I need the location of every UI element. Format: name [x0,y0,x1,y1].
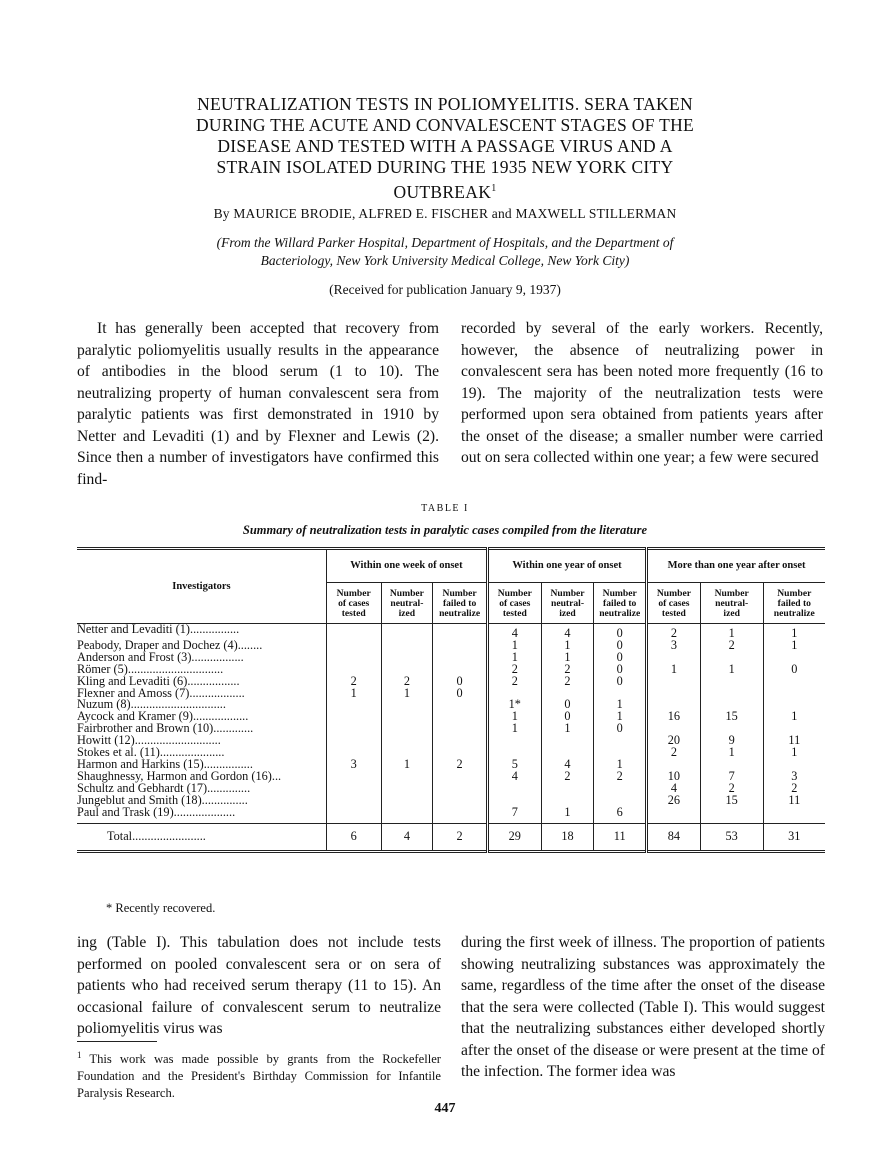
table-cell [326,652,381,664]
table-cell: 0 [433,676,488,688]
table-cell [541,783,594,795]
investigator-label: Anderson and Frost (3) [77,649,192,664]
affiliation-line: (From the Willard Parker Hospital, Department of Hospitals, and the Department of [216,235,674,250]
table-cell: 1 [594,699,647,711]
paragraph: during the first week of illness. The proportion of patients showing neutralizing substances was approximately the same, regardless of the time after the onset of the disease that the sera were collected (Table I). This would suggest that the neutralizing substances either developed shortly after the onset of the disease or were present at the time of the infection. The former idea was [461,934,825,1080]
summary-table [77,547,825,853]
table-cell [326,783,381,795]
table-cell: 2 [433,759,488,771]
table-cell [381,771,433,783]
article-title [110,94,780,203]
subheader-line: failed to [442,598,477,609]
leader-dots: ............... [201,792,248,807]
subheader-line: Number [497,588,532,599]
table-cell: 15 [700,795,763,807]
subheader-line: neutral- [715,598,749,609]
table-cell [700,807,763,819]
subheader-line: ized [559,608,576,619]
total-row [77,823,825,851]
subheader-line: of cases [658,598,690,609]
total-cell: 6 [326,823,381,851]
table-cell: 0 [763,664,825,676]
page-footnote [77,1047,441,1102]
table-group-header-row [77,549,825,583]
table-cell: 1 [594,711,647,723]
subheader-line: Number [550,588,585,599]
leader-dots: ................. [187,673,240,688]
leader-dots: ................ [203,756,253,771]
table-cell: 0 [594,723,647,735]
table-cell: 7 [487,807,541,819]
table-cell: 1 [763,747,825,759]
title-line: DURING THE ACUTE AND CONVALESCENT STAGES OF THE [195,115,695,135]
table-cell [700,688,763,700]
leader-dots: ............................... [130,697,226,712]
table-cell: 2 [594,771,647,783]
table-cell [433,783,488,795]
table-cell: 1 [763,640,825,652]
group-header: Within one week of onset [326,549,487,583]
table-cell: 2 [541,676,594,688]
table-cell: 16 [647,711,701,723]
table-cell [433,652,488,664]
investigator-label: Paul and Trask (19) [77,804,174,819]
footnote-rule [77,1041,157,1042]
investigator-label: Schultz and Gebhardt (17) [77,780,208,795]
table-cell: 0 [594,676,647,688]
table-cell: 1 [487,640,541,652]
table-cell [433,640,488,652]
table-cell: 1 [381,759,433,771]
table-cell: 2 [700,783,763,795]
subheader-line: Number [442,588,477,599]
leader-dots: .................. [189,685,245,700]
investigator-label: Harmon and Harkins (15) [77,756,204,771]
table-cell: 3 [326,759,381,771]
table-cell [433,723,488,735]
title-line-end: OUTBREAK [393,181,492,202]
subheader-line: tested [341,608,366,619]
table-cell [647,807,701,819]
table-cell: 1 [541,652,594,664]
total-label-cell [77,823,326,851]
table-cell [487,735,541,747]
total-cell: 84 [647,823,701,851]
received-date: (Received for publication January 9, 1937) [329,282,561,297]
subheader-line: Number [777,588,812,599]
subheader-line: ized [723,608,740,619]
subheader-line: failed to [777,598,811,609]
table-cell: 1 [647,664,701,676]
leader-dots: ... [271,768,282,783]
footnote-mark: 1 [77,1050,82,1060]
table-cell: 1* [487,699,541,711]
table-cell [594,735,647,747]
title-line [110,178,780,203]
subheader-line: Number [656,588,691,599]
authors: By MAURICE BRODIE, ALFRED E. FISCHER and MAXWELL STILLERMAN [213,206,677,221]
investigators-header: Investigators [172,580,231,592]
affiliation-line: Bacteriology, New York University Medical College, New York City) [260,253,630,268]
column-subheader [541,583,594,624]
title-line: NEUTRALIZATION TESTS IN POLIOMYELITIS. SERA TAKEN [197,94,693,114]
total-cell: 11 [594,823,647,851]
table-cell: 2 [647,624,701,640]
table-cell [326,795,381,807]
subheader-line: neutralize [773,608,815,619]
table-cell: 2 [763,783,825,795]
table-cell [433,795,488,807]
table-cell [487,783,541,795]
table-cell [326,699,381,711]
table-cell: 2 [487,664,541,676]
column-subheader [594,583,647,624]
table-cell [326,711,381,723]
investigator-label: Flexner and Amoss (7) [77,685,190,700]
table-cell [326,735,381,747]
table-cell [381,699,433,711]
table-cell: 4 [487,771,541,783]
table-cell: 11 [763,795,825,807]
group-header: Within one year of onset [487,549,646,583]
table-cell: 3 [763,771,825,783]
table-cell: 4 [647,783,701,795]
column-subheader [763,583,825,624]
investigator-label: Aycock and Kramer (9) [77,709,193,724]
table-cell: 1 [700,664,763,676]
table-cell: 26 [647,795,701,807]
leader-dots: ........ [237,637,263,652]
table-cell: 1 [541,723,594,735]
table-cell: 1 [700,624,763,640]
leader-dots: ........................ [132,828,206,843]
table-cell [381,640,433,652]
leader-dots: ................ [190,622,240,636]
column-subheader [326,583,381,624]
total-label: Total [107,828,133,843]
table-cell: 1 [541,640,594,652]
title-line: DISEASE AND TESTED WITH A PASSAGE VIRUS AND A [217,136,673,156]
investigator-label: Römer (5) [77,661,128,676]
total-cell: 29 [487,823,541,851]
table-cell: 0 [594,652,647,664]
leader-dots: ............................... [127,661,224,676]
subheader-line: ized [398,608,416,619]
table-cell: 10 [647,771,701,783]
column-subheader [381,583,433,624]
leader-dots: ..................... [159,745,225,760]
subheader-line: Number [714,588,749,599]
investigator-name [77,804,326,819]
table-cell: 1 [487,711,541,723]
table-cell: 6 [594,807,647,819]
table-cell: 2 [381,676,433,688]
subheader-line: neutral- [550,598,585,609]
subheader-line: neutralize [599,608,641,619]
table-cell: 1 [487,652,541,664]
table-cell: 1 [594,759,647,771]
table-cell [381,711,433,723]
table-cell [381,624,433,640]
table-cell [433,807,488,819]
table-cell: 1 [763,711,825,723]
leader-dots: ............................ [134,733,221,748]
total-cell: 53 [700,823,763,851]
investigator-label: Howitt (12) [77,733,135,748]
investigator-label: Peabody, Draper and Dochez (4) [77,637,238,652]
body-column-left-bottom [77,932,441,1040]
table-cell [700,676,763,688]
investigator-label: Shaughnessy, Harmon and Gordon (16) [77,768,272,783]
table-cell: 4 [541,759,594,771]
paragraph: ing (Table I). This tabulation does not include tests performed on pooled convalescent sera or on sera of patients who had received serum therapy (11 to 15). An occasional failure of convalescent serum to neutralize poliomyelitis virus was [77,934,441,1037]
leader-dots: .............. [207,780,251,795]
table-cell [763,676,825,688]
investigator-label: Kling and Levaditi (6) [77,673,188,688]
table-cell: 4 [487,624,541,640]
subheader-line: neutral- [390,598,424,609]
table-cell: 1 [487,723,541,735]
leader-dots: .................... [173,804,236,819]
table-cell [433,711,488,723]
table-cell [326,723,381,735]
column-subheader [700,583,763,624]
table-cell: 0 [594,640,647,652]
table-cell [381,735,433,747]
body-column-right-bottom [461,932,825,1083]
subheader-line: failed to [603,598,637,609]
table-footnote: * Recently recovered. [106,901,216,915]
column-subheader [433,583,488,624]
table-cell: 7 [700,771,763,783]
table-cell [326,807,381,819]
investigator-label: Fairbrother and Brown (10) [77,721,214,736]
table-cell [433,771,488,783]
table-cell [647,688,701,700]
page-number: 447 [434,1101,456,1116]
table-cell [594,783,647,795]
total-cell: 31 [763,823,825,851]
table-cell [763,807,825,819]
subheader-line: neutralize [439,608,481,619]
investigator-label: Jungeblut and Smith (18) [77,792,202,807]
leader-dots: ................. [191,649,244,664]
total-cell: 18 [541,823,594,851]
table-cell [326,640,381,652]
table-cell [763,688,825,700]
investigator-label: Nuzum (8) [77,697,131,712]
group-header: More than one year after onset [647,549,825,583]
table-cell: 2 [326,676,381,688]
table-cell: 9 [700,735,763,747]
subheader-line: tested [502,608,527,619]
table-cell: 2 [541,771,594,783]
table-cell [381,807,433,819]
table-cell: 0 [433,688,488,700]
table-cell [433,624,488,640]
table-cell: 1 [763,624,825,640]
column-subheader [487,583,541,624]
table-body [77,624,825,824]
table-cell: 4 [541,624,594,640]
table-cell: 0 [541,699,594,711]
table-cell [381,783,433,795]
leader-dots: ............. [213,721,254,736]
table-cell: 0 [594,624,647,640]
table-cell: 2 [487,676,541,688]
title-footnote-mark: 1 [491,183,497,194]
table-cell [433,735,488,747]
footnote-text: This work was made possible by grants from the Rockefeller Foundation and the President's Birthday Commission for Infantile Paralysis Research. [77,1052,441,1101]
table-cell: 2 [647,747,701,759]
subheader-line: Number [389,588,424,599]
subheader-line: tested [661,608,686,619]
table-row [77,807,825,819]
table-cell [326,771,381,783]
body-column-right-top [461,318,823,469]
investigator-label: Netter and Levaditi (1) [77,622,191,636]
table-cell: 1 [326,688,381,700]
table-cell [326,624,381,640]
title-line: STRAIN ISOLATED DURING THE 1935 NEW YORK CITY [216,157,674,177]
investigator-label: Stokes et al. (11) [77,745,160,760]
subheader-line: Number [602,588,637,599]
total-cell: 2 [433,823,488,851]
paragraph: recorded by several of the early workers. Recently, however, the absence of neutralizing power in convalescent sera has been noted more frequently (16 to 19). The majority of the neutralization tests were performed upon sera obtained from patients years after the onset of the disease; a smaller number were carried out on sera collected within one year; a few were secured [461,320,823,466]
table-cell: 2 [541,664,594,676]
table-cell: 0 [594,664,647,676]
table-cell: 11 [763,735,825,747]
table-cell: 1 [541,807,594,819]
subheader-line: of cases [338,598,370,609]
subheader-line: of cases [499,598,531,609]
table-cell: 20 [647,735,701,747]
affiliation [100,234,790,270]
table-cell: 3 [647,640,701,652]
table-cell: 1 [700,747,763,759]
table-cell [647,676,701,688]
leader-dots: .................. [192,709,249,724]
table-caption: Summary of neutralization tests in paralytic cases compiled from the literature [242,523,648,537]
body-column-left-top [77,318,439,490]
table-cell [433,699,488,711]
table-cell: 0 [541,711,594,723]
subheader-line: Number [336,588,371,599]
table-cell: 1 [381,688,433,700]
table-cell: 5 [487,759,541,771]
table-cell: 2 [700,640,763,652]
total-cell: 4 [381,823,433,851]
table-cell: 15 [700,711,763,723]
column-subheader [647,583,701,624]
table-cell [541,735,594,747]
paragraph: It has generally been accepted that recovery from paralytic poliomyelitis usually results in the appearance of antibodies in the blood serum (1 to 10). The neutralizing property of human convalescent sera from paralytic patients was first demonstrated in 1910 by Netter and Levaditi (1) and by Flexner and Lewis (2). Since then a number of investigators have confirmed this find- [77,320,439,488]
table-label: TABLE I [421,503,469,514]
table-cell [381,795,433,807]
table-cell [381,652,433,664]
table-cell [381,723,433,735]
